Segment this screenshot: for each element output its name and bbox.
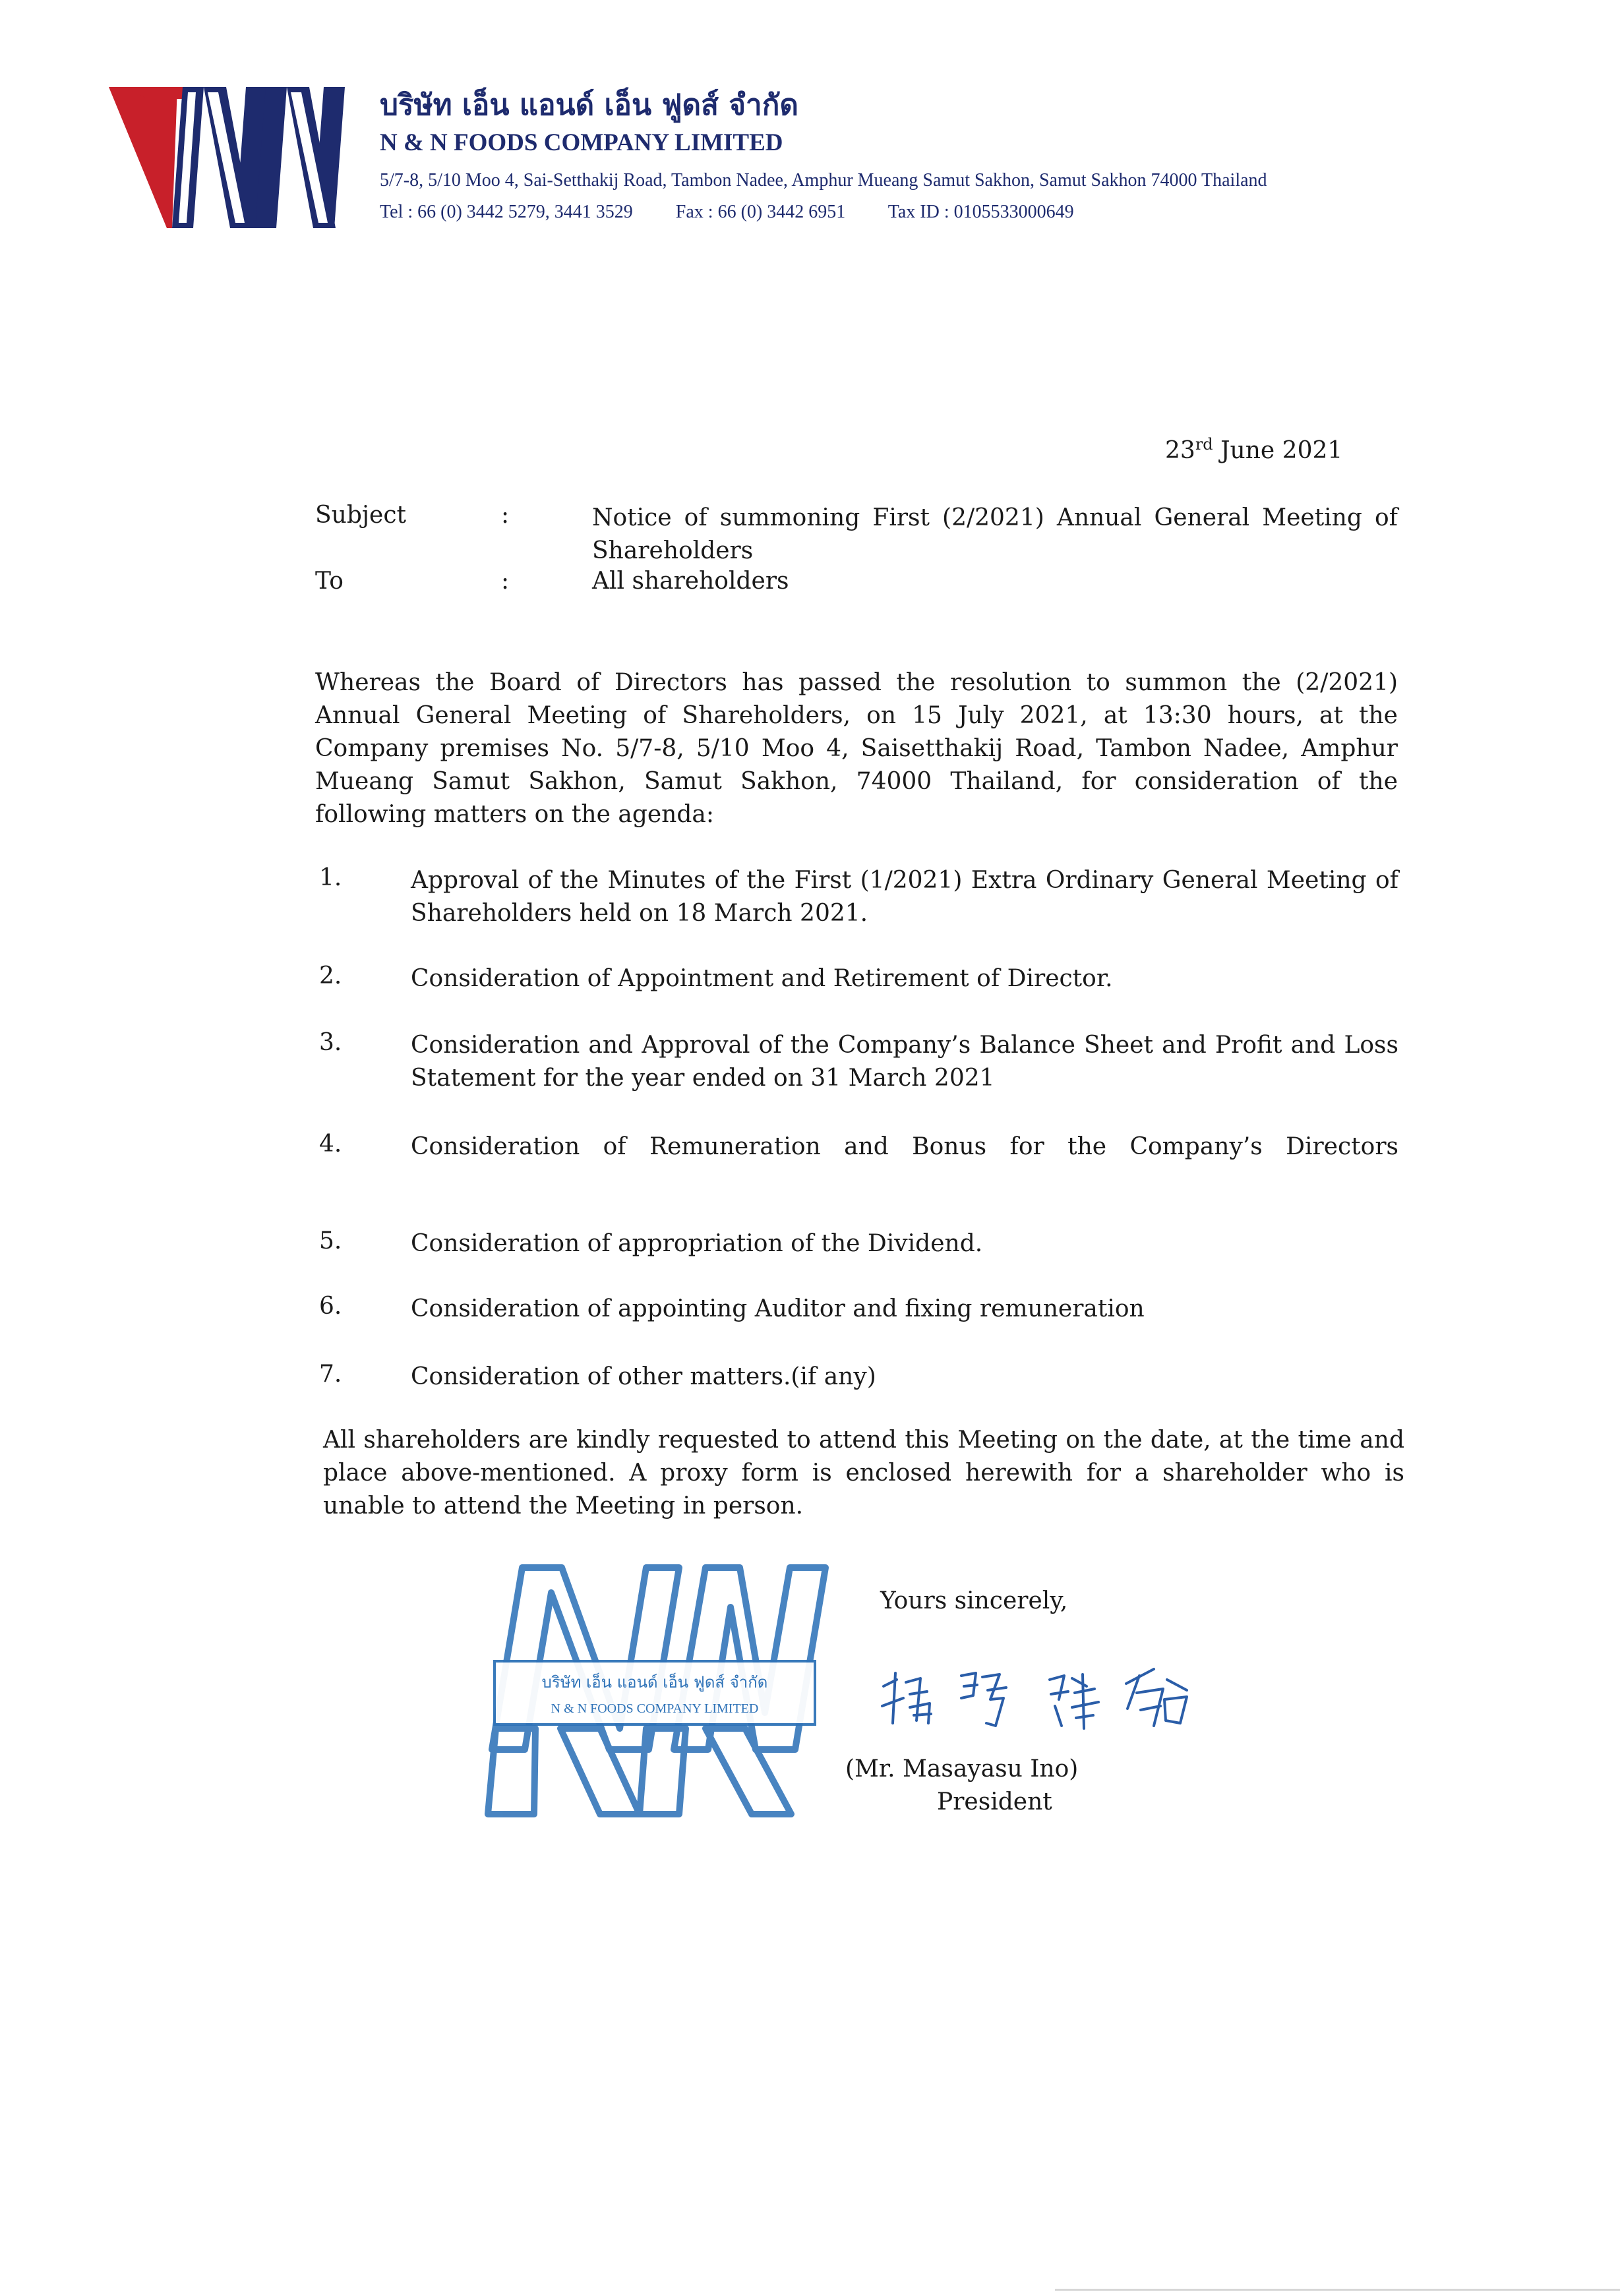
- date-month-year: June 2021: [1220, 437, 1343, 464]
- company-stamp: [481, 1564, 831, 1818]
- subject-value: Notice of summoning First (2/2021) Annual General Meeting of Shareholders: [592, 504, 1398, 564]
- agenda-text: Consideration of appointing Auditor and fixing remuneration: [411, 1295, 1145, 1322]
- letter-date: [1165, 437, 1342, 464]
- agenda-number: 6.: [319, 1293, 342, 1320]
- agenda-number: 7.: [319, 1361, 342, 1388]
- agenda-number: 1.: [319, 864, 342, 891]
- valediction: Yours sincerely,: [880, 1587, 1068, 1614]
- agenda-number: 4.: [319, 1131, 342, 1158]
- subject-label: Subject: [315, 502, 406, 529]
- agenda-text: Consideration of other matters.(if any): [411, 1363, 876, 1390]
- agenda-text: Consideration of appropriation of the Dividend.: [411, 1230, 983, 1257]
- company-tax-id: Tax ID : 0105533000649: [887, 202, 1074, 222]
- company-name-thai: บริษัท เอ็น แอนด์ เอ็น ฟูดส์ จำกัด: [380, 88, 798, 122]
- scan-edge-line: [1055, 2289, 1620, 2291]
- company-tel: Tel : 66 (0) 3442 5279, 3441 3529: [380, 202, 633, 222]
- stamp-thai-text: บริษัท เอ็น แอนด์ เอ็น ฟูดส์ จำกัด: [541, 1673, 768, 1692]
- agenda-text: Consideration and Approval of the Company’s Balance Sheet and Profit and Loss Statement for the year ended on 31 March 2021: [411, 1032, 1398, 1092]
- to-colon: :: [501, 568, 510, 595]
- date-suffix: rd: [1195, 435, 1213, 454]
- agenda-number: 2.: [319, 962, 342, 989]
- agenda-number: 3.: [319, 1029, 342, 1056]
- agenda-text: Approval of the Minutes of the First (1/2021) Extra Ordinary General Meeting of Shareholders held on 18 March 2021.: [411, 867, 1398, 927]
- company-contacts: [380, 202, 1112, 223]
- agenda-text: Consideration of Remuneration and Bonus for the Company’s Directors: [411, 1133, 1398, 1160]
- company-address: 5/7-8, 5/10 Moo 4, Sai-Setthakij Road, Tambon Nadee, Amphur Mueang Samut Sakhon, Samut Sakhon 74000 Thailand: [380, 170, 1267, 191]
- closing-paragraph: All shareholders are kindly requested to attend this Meeting on the date, at the time and place above-mentioned. A proxy form is enclosed herewith for a shareholder who is unable to attend the Meeting in person.: [323, 1427, 1404, 1519]
- company-name-english: N & N FOODS COMPANY LIMITED: [380, 129, 783, 156]
- intro-paragraph: Whereas the Board of Directors has passed the resolution to summon the (2/2021) Annual General Meeting of Shareholders, on 15 July 2021, at 13:30 hours, at the Company premises No. 5/7-8, 5/10 Moo 4, Saisetthakij Road, Tambon Nadee, Amphur Mueang Samut Sakhon, Samut Sakhon, 74000 Thailand, for consideration of the following matters on the agenda:: [315, 669, 1398, 828]
- to-value: All shareholders: [592, 568, 789, 595]
- company-fax: Fax : 66 (0) 3442 6951: [675, 202, 846, 222]
- company-logo: [109, 87, 346, 228]
- agenda-number: 5.: [319, 1227, 342, 1254]
- date-day: 23: [1165, 437, 1195, 464]
- subject-colon: :: [501, 502, 510, 529]
- stamp-english-text: N & N FOODS COMPANY LIMITED: [551, 1701, 759, 1716]
- to-label: To: [315, 568, 344, 595]
- agenda-text: Consideration of Appointment and Retirement of Director.: [411, 965, 1113, 992]
- signer-title: President: [937, 1788, 1052, 1815]
- signature: [877, 1660, 1220, 1732]
- signer-name: (Mr. Masayasu Ino): [845, 1755, 1079, 1782]
